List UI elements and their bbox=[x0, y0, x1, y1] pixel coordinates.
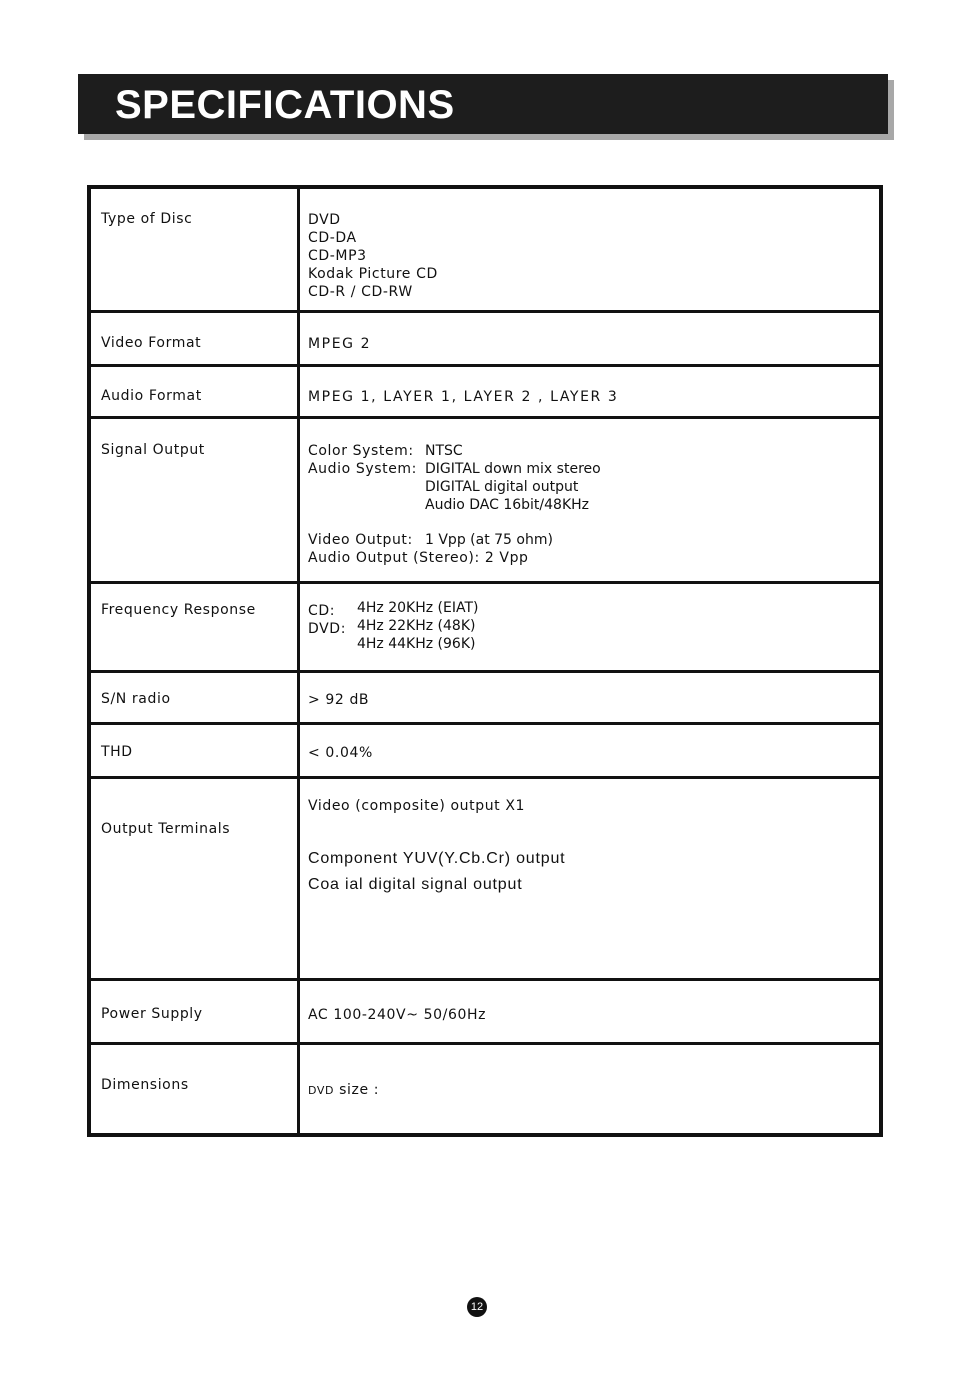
page-number: 12 bbox=[467, 1297, 487, 1317]
frequency-value: 4Hz 20KHz (EIAT) bbox=[357, 600, 479, 616]
row-divider bbox=[91, 670, 879, 673]
page-title: SPECIFICATIONS bbox=[115, 83, 455, 127]
disc-value: CD-MP3 bbox=[308, 248, 367, 264]
row-divider bbox=[91, 310, 879, 313]
row-divider bbox=[91, 581, 879, 584]
sn-label: S/N radio bbox=[101, 691, 171, 707]
color-system-value: NTSC bbox=[425, 443, 463, 459]
frequency-value: 4Hz 44KHz (96K) bbox=[357, 636, 476, 652]
row-divider bbox=[91, 416, 879, 419]
output-terminals-value-1: Video (composite) output X1 bbox=[308, 798, 526, 814]
frequency-dvd-label: DVD: bbox=[308, 621, 347, 637]
sn-value: > 92 dB bbox=[308, 692, 370, 708]
power-value: AC 100-240V~ 50/60Hz bbox=[308, 1007, 487, 1023]
signal-output-label: Signal Output bbox=[101, 442, 205, 458]
audio-system-value: Audio DAC 16bit/48KHz bbox=[425, 497, 590, 513]
audio-output-value: Audio Output (Stereo): 2 Vpp bbox=[308, 550, 529, 566]
audio-system-label: Audio System: bbox=[308, 461, 417, 477]
header-banner bbox=[78, 74, 888, 134]
output-terminals-value-3: Coa ial digital signal output bbox=[308, 876, 523, 893]
audio-system-value: DIGITAL down mix stereo bbox=[425, 461, 601, 477]
disc-label: Type of Disc bbox=[101, 211, 193, 227]
row-divider bbox=[91, 776, 879, 779]
audio-format-value: MPEG 1, LAYER 1, LAYER 2 , LAYER 3 bbox=[308, 389, 619, 405]
row-divider bbox=[91, 1042, 879, 1045]
row-divider bbox=[91, 722, 879, 725]
disc-value: CD-DA bbox=[308, 230, 357, 246]
output-terminals-value-2: Component YUV(Y.Cb.Cr) output bbox=[308, 850, 566, 867]
disc-value: DVD bbox=[308, 212, 341, 228]
dimensions-label: Dimensions bbox=[101, 1077, 189, 1093]
output-terminals-label: Output Terminals bbox=[101, 821, 231, 837]
audio-system-values bbox=[425, 460, 601, 514]
dimensions-suffix: size : bbox=[334, 1082, 380, 1098]
power-label: Power Supply bbox=[101, 1006, 203, 1022]
column-divider bbox=[297, 189, 300, 1133]
disc-values bbox=[308, 211, 438, 301]
frequency-values bbox=[357, 599, 479, 653]
color-system-label: Color System: bbox=[308, 443, 414, 459]
frequency-cd-label: CD: bbox=[308, 603, 336, 619]
dimensions-value bbox=[308, 1081, 379, 1100]
dimensions-prefix: DVD bbox=[308, 1084, 335, 1097]
video-output-value: 1 Vpp (at 75 ohm) bbox=[425, 532, 553, 548]
frequency-label: Frequency Response bbox=[101, 602, 256, 618]
audio-system-value: DIGITAL digital output bbox=[425, 479, 579, 495]
video-format-label: Video Format bbox=[101, 335, 202, 351]
row-divider bbox=[91, 364, 879, 367]
disc-value: CD-R / CD-RW bbox=[308, 284, 413, 300]
thd-value: < 0.04% bbox=[308, 745, 373, 761]
video-format-value: MPEG 2 bbox=[308, 336, 372, 352]
video-output-label: Video Output: bbox=[308, 532, 413, 548]
disc-value: Kodak Picture CD bbox=[308, 266, 438, 282]
row-divider bbox=[91, 978, 879, 981]
spec-table bbox=[87, 185, 883, 1137]
thd-label: THD bbox=[101, 744, 133, 760]
audio-format-label: Audio Format bbox=[101, 388, 202, 404]
frequency-value: 4Hz 22KHz (48K) bbox=[357, 618, 476, 634]
